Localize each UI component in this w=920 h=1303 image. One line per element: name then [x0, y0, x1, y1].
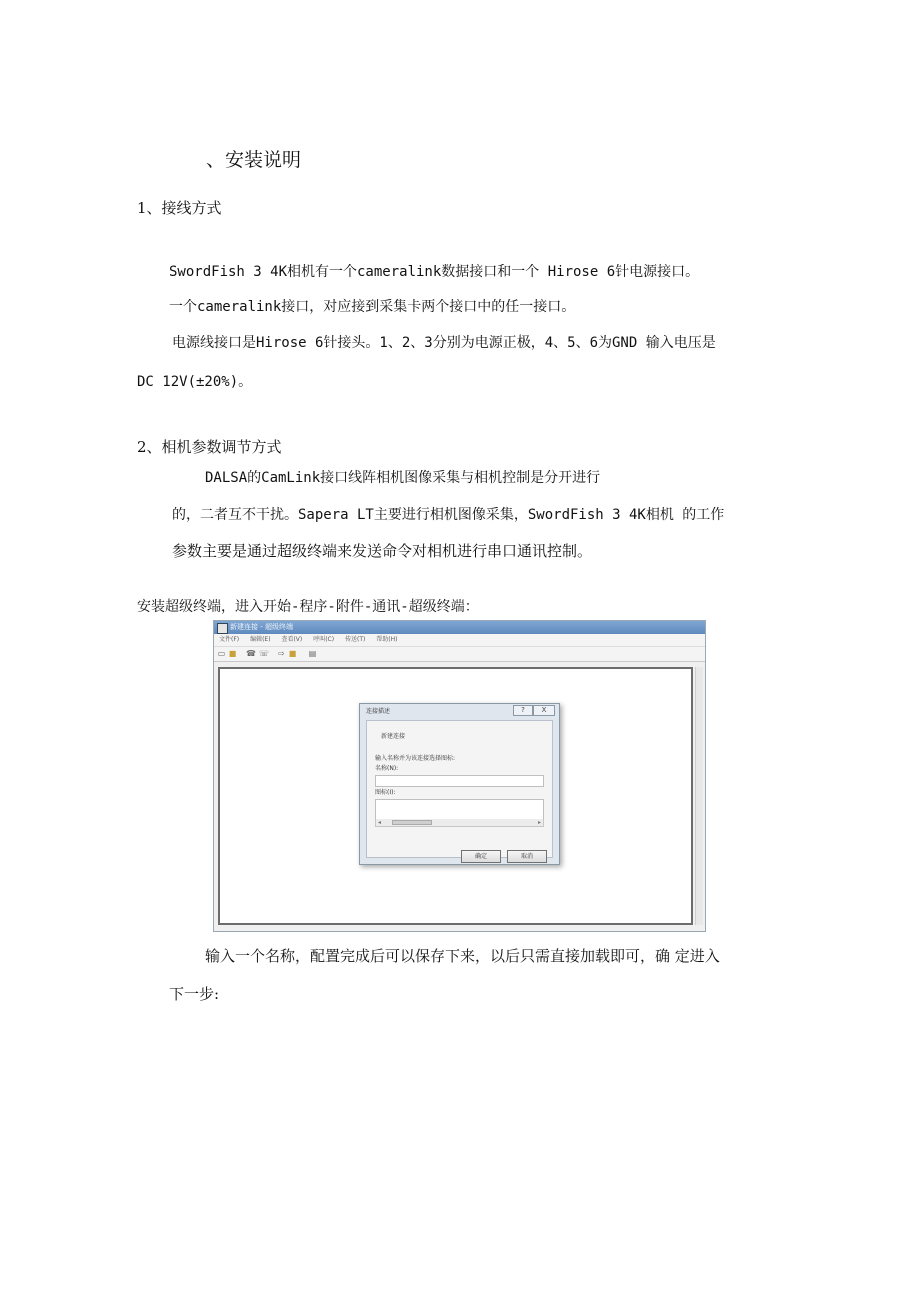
window-title: 新建连接 - 超级终端	[230, 623, 293, 631]
menu-item[interactable]: 呼叫(C)	[313, 636, 335, 643]
receive-icon[interactable]: ■	[288, 649, 297, 658]
ok-button[interactable]: 确定	[461, 850, 501, 863]
menu-item[interactable]: 帮助(H)	[376, 636, 398, 643]
subsection-heading-wiring: 1、接线方式	[137, 199, 222, 217]
vertical-scrollbar[interactable]	[695, 667, 703, 925]
window-titlebar	[214, 621, 705, 634]
scroll-thumb[interactable]	[392, 820, 432, 825]
prompt-text: 输入名称并为该连接选择图标:	[375, 755, 456, 762]
menu-item[interactable]: 查看(V)	[281, 636, 303, 643]
paragraph-line: 电源线接口是Hirose 6针接头。1、2、3分别为电源正极，4、5、6为GND 输入电压是	[172, 335, 716, 351]
icon-label: 图标(I):	[375, 789, 396, 796]
cancel-button[interactable]: 取消	[507, 850, 547, 863]
app-icon	[217, 623, 228, 634]
connection-description-dialog	[359, 703, 560, 865]
properties-icon[interactable]: ▤	[308, 649, 317, 658]
menu-item[interactable]: 编辑(E)	[250, 636, 271, 643]
new-connection-label: 新建连接	[381, 733, 406, 740]
section-title: 、安装说明	[206, 149, 302, 171]
dialog-body	[366, 720, 553, 858]
paragraph-line: 的，二者互不干扰。Sapera LT主要进行相机图像采集，SwordFish 3 4K相机 的工作	[172, 507, 725, 523]
install-intro: 安装超级终端，进入开始-程序-附件-通讯-超级终端：	[137, 599, 479, 615]
close-button[interactable]: X	[533, 705, 555, 716]
paragraph-line: 下一步:	[169, 985, 220, 1003]
scroll-right-icon[interactable]: ▸	[537, 819, 541, 826]
menu-item[interactable]: 文件(F)	[219, 636, 240, 643]
menu-item[interactable]: 传送(T)	[344, 636, 366, 643]
paragraph-line: 参数主要是通过超级终端来发送命令对相机进行串口通讯控制。	[172, 542, 593, 560]
open-folder-icon[interactable]: ■	[228, 649, 237, 658]
name-label: 名称(N):	[375, 765, 399, 772]
scroll-left-icon[interactable]: ◂	[378, 819, 382, 826]
dialog-title: 连接描述	[366, 708, 391, 715]
paragraph-line: DALSA的CamLink接口线阵相机图像采集与相机控制是分开进行	[205, 470, 601, 486]
icon-list-scrollbar[interactable]	[375, 819, 544, 827]
hyperterminal-screenshot	[213, 620, 706, 932]
icon-list[interactable]	[375, 799, 544, 821]
help-button[interactable]: ?	[513, 705, 533, 716]
connect-icon[interactable]: ☎	[246, 649, 256, 658]
paragraph-line: SwordFish 3 4K相机有一个cameralink数据接口和一个 Hirose 6针电源接口。	[169, 264, 700, 280]
new-file-icon[interactable]: ▭	[217, 649, 226, 658]
send-icon[interactable]: ⇨	[278, 649, 285, 658]
disconnect-icon[interactable]: ☏	[259, 649, 270, 658]
subsection-heading-params: 2、相机参数调节方式	[137, 438, 282, 456]
menu-bar	[214, 634, 705, 647]
paragraph-line: 一个cameralink接口，对应接到采集卡两个接口中的任一接口。	[169, 299, 576, 315]
paragraph-line: DC 12V(±20%)。	[137, 374, 253, 390]
toolbar	[214, 647, 705, 662]
paragraph-line: 输入一个名称，配置完成后可以保存下来，以后只需直接加载即可，确 定进入	[205, 947, 720, 965]
name-input[interactable]	[375, 775, 544, 787]
